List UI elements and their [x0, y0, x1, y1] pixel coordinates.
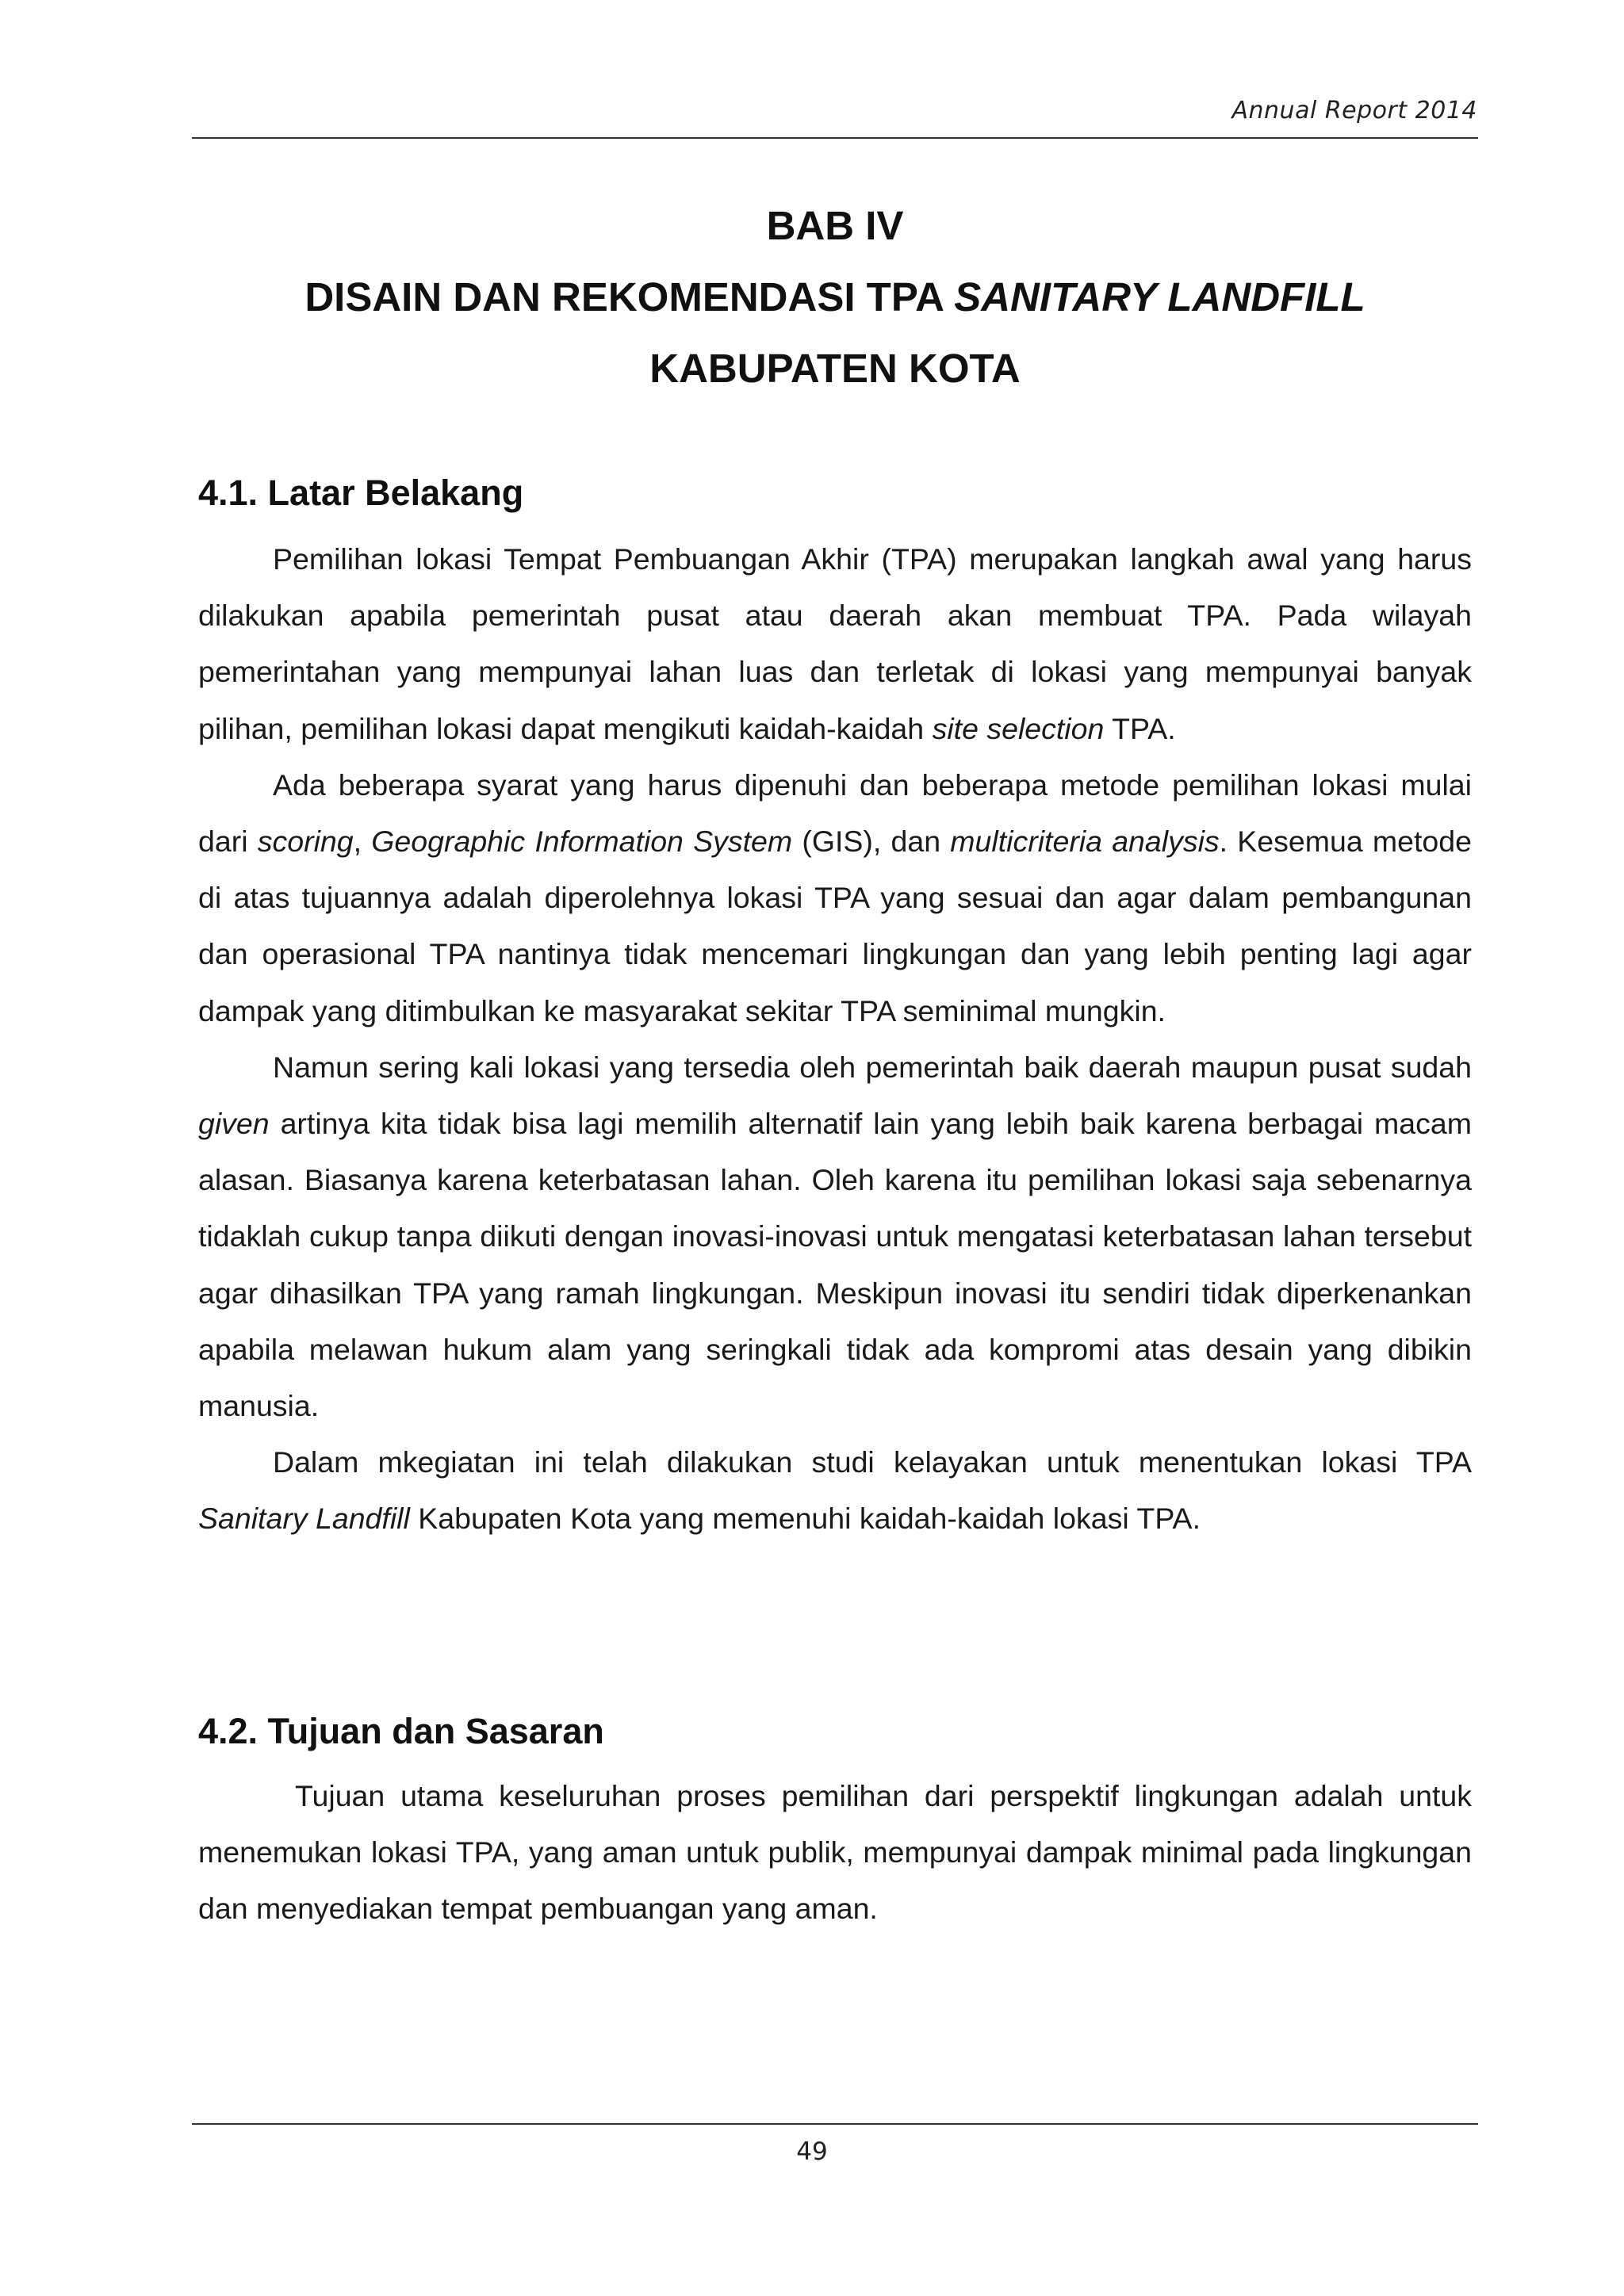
paragraph	[198, 757, 1472, 1039]
header-divider	[192, 137, 1478, 139]
chapter-title-line-3: KABUPATEN KOTA	[649, 346, 1021, 391]
section-heading-4-1: 4.1. Latar Belakang	[198, 473, 524, 513]
text-run: Kabupaten Kota yang memenuhi kaidah-kaidah lokasi TPA.	[409, 1502, 1201, 1536]
text-run: ,	[353, 825, 372, 859]
text-run: artinya kita tidak bisa lagi memilih alternatif lain yang lebih baik karena berbagai macam alasan. Biasanya karena keterbatasan lahan. Oleh karena itu pemilihan lokasi saja sebenarnya tidaklah cukup tanpa diikuti dengan inovasi-inovasi untuk mengatasi keterbatasan lahan tersebut agar dihasilkan TPA yang ramah lingkungan. Meskipun inovasi itu sendiri tidak diperkenankan apabila melawan hukum alam yang seringkali tidak ada kompromi atas desain yang dibikin manusia.	[198, 1107, 1472, 1423]
chapter-title	[192, 190, 1478, 404]
paragraph	[198, 1434, 1472, 1547]
italic-text-run: Geographic Information System	[371, 825, 793, 859]
text-run: Ada beberapa syarat yang harus dipenuhi dan beberapa metode pemilihan lokasi mulai dari	[198, 767, 1472, 859]
paragraph	[198, 1039, 1472, 1434]
italic-text-run: given	[198, 1107, 270, 1141]
text-run: (GIS), dan	[792, 825, 951, 859]
paragraph	[198, 1768, 1472, 1938]
chapter-title-italic: SANITARY LANDFILL	[954, 274, 1365, 320]
section-body-4-2	[198, 1768, 1472, 1938]
paragraph	[198, 531, 1472, 757]
text-run: . Kesemua metode di atas tujuannya adalah diperolehnya lokasi TPA yang sesuai dan agar dalam pembangunan dan operasional TPA nantinya tidak mencemari lingkungan dan yang lebih penting lagi agar dampak yang ditimbulkan ke masyarakat sekitar TPA seminimal mungkin.	[198, 825, 1472, 1027]
chapter-title-line	[192, 262, 1478, 333]
text-run: Tujuan utama keseluruhan proses pemilihan dari perspektif lingkungan adalah untuk menemukan lokasi TPA, yang aman untuk publik, mempunyai dampak minimal pada lingkungan dan menyediakan tempat pembuangan yang aman.	[198, 1779, 1472, 1926]
italic-text-run: site selection	[932, 711, 1105, 745]
italic-text-run: Sanitary Landfill	[198, 1502, 410, 1536]
page-number: 49	[796, 2137, 828, 2166]
chapter-number: BAB IV	[766, 203, 904, 248]
chapter-title-prefix: DISAIN DAN REKOMENDASI TPA	[304, 274, 955, 320]
text-run: Dalam mkegiatan ini telah dilakukan studi kelayakan untuk menentukan lokasi TPA	[273, 1445, 1472, 1479]
section-body-4-1	[198, 531, 1472, 1548]
footer-divider	[192, 2123, 1478, 2125]
italic-text-run: scoring	[257, 825, 354, 859]
text-run: Pemilihan lokasi Tempat Pembuangan Akhir (TPA) merupakan langkah awal yang harus dilakukan apabila pemerintah pusat atau daerah akan membuat TPA. Pada wilayah pemerintahan yang mempunyai lahan luas dan terletak di lokasi yang mempunyai banyak pilihan, pemilihan lokasi dapat mengikuti kaidah-kaidah	[198, 542, 1472, 745]
text-run: TPA.	[1104, 711, 1176, 745]
section-heading-4-2: 4.2. Tujuan dan Sasaran	[198, 1711, 604, 1751]
running-header: Annual Report 2014	[1231, 97, 1477, 124]
italic-text-run: multicriteria analysis	[950, 825, 1220, 859]
text-run: Namun sering kali lokasi yang tersedia oleh pemerintah baik daerah maupun pusat sudah	[273, 1050, 1472, 1084]
